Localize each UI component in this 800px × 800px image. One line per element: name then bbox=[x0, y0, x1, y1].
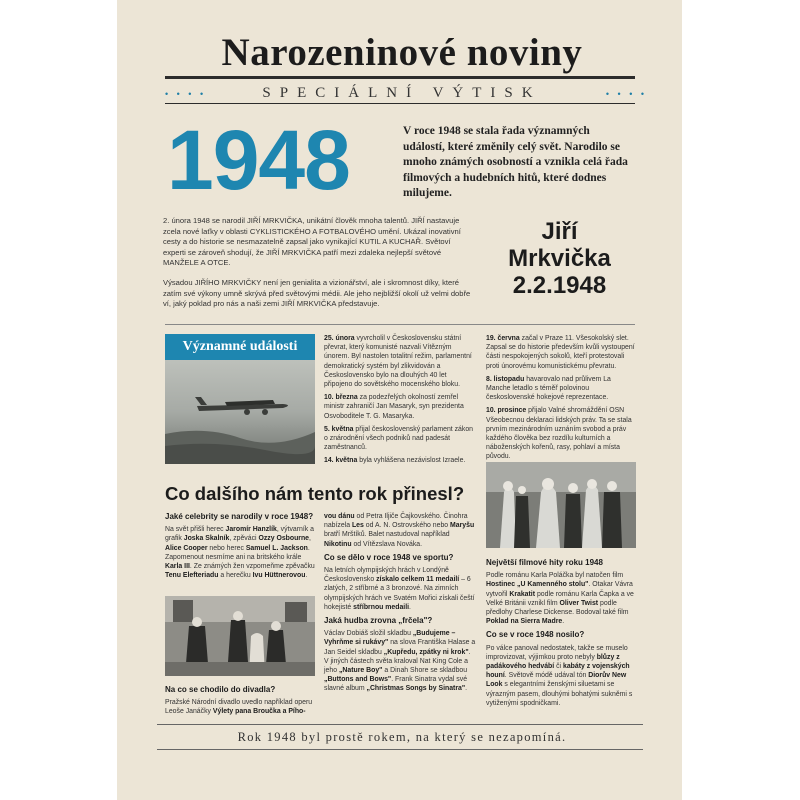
event-date: 5. května bbox=[324, 425, 354, 433]
ornament-dots-right: • • • • bbox=[605, 89, 647, 99]
event-text: vyvrcholil v Československu státní převrat, který komunisté nazvali Vítězným únorem. Byl nastolen totalitní režim, parlamentní demokratický systém byl zlikvidován a Československo bylo na dlouhých 40 let připojeno do sovětského mocenského bloku. bbox=[324, 335, 472, 389]
celebs-answer: Na svět přišli herec Jaromír Hanzlík, výtvarník a grafik Joska Skalník, zpěváci Ozzy Osbourne, Alice Cooper nebo herec Samuel L. Jackson. Zapomenout nesmíme ani na britského krále Karla III. Ze známých žen vzpomeňme zpěvačku Tenu Elefteriadu a herečku Ivu Hüttnerovou. bbox=[165, 526, 315, 580]
more-column-3 bbox=[486, 558, 636, 712]
footer-rule-top bbox=[157, 724, 643, 725]
events-column-2 bbox=[486, 334, 636, 466]
event-text: byla vyhlášena nezávislost Izraele. bbox=[357, 457, 466, 465]
intro-text: V roce 1948 se stala řada významných událostí, které změnily celý svět. Narodilo se mnoho známých osobností a vznikla celá řada filmových a hudebních hitů, které dodnes milujeme. bbox=[403, 125, 628, 199]
year-headline: 1948 bbox=[167, 113, 350, 207]
event-text: za podezřelých okolností zemřel ministr zahraničí Jan Masaryk, syn prezidenta Osvoboditele T. G. Masaryka. bbox=[324, 394, 464, 420]
events-column-1 bbox=[324, 334, 476, 470]
event-item bbox=[486, 334, 636, 371]
wear-question: Co se v roce 1948 nosilo? bbox=[486, 630, 585, 640]
celebs-question: Jaké celebrity se narodily v roce 1948? bbox=[165, 512, 314, 521]
music-answer: Václav Dobiáš složil skladbu „Budujeme – Vyhrňme si rukávy" na slova Františka Halase a Jan Seidel skladbu „Kupředu, zpátky ni krok". V jiných částech světa kraloval Nat King Cole a jeho „Nature Boy" a Dinah Shore se skladbou „Buttons and Bows". Frank Sinatra vydal své slavné album „Christmas Songs by Sinatra". bbox=[324, 630, 476, 693]
more-section-heading: Co dalšího nám tento rok přinesl? bbox=[165, 483, 465, 504]
events-section-title: Významné události bbox=[165, 334, 315, 360]
celebrant-article bbox=[163, 216, 475, 319]
event-text: přijal československý parlament zákon o znárodnění všech podniků nad padesát zaměstnanců. bbox=[324, 425, 473, 452]
more-column-1-bottom bbox=[165, 685, 317, 721]
more-column-1 bbox=[165, 512, 317, 584]
event-item bbox=[324, 393, 476, 421]
music-question: Jaká hudba zrovna „frčela"? bbox=[324, 616, 433, 626]
wear-answer: Po válce panoval nedostatek, takže se muselo improvizovat, výjimkou proto nebyly blůzy z padákového hedvábí či kabáty z vojenských houní. Světově módě udával tón Diorův New Look s elegantními ženskými siluetami se výrazným pasem, dlouhými bohatými sukněmi s vytiženými spodničkami. bbox=[486, 644, 633, 707]
theatre-photo bbox=[165, 596, 315, 676]
sport-answer: Na letních olympijských hrách v Londýně Československo získalo celkem 11 medailí – 6 zlatých, 2 stříbrné a 3 bronzové. Na zimních olympijských hrách ve Svatém Mořici získali čeští hokejisté stříbrnou medaili. bbox=[324, 567, 475, 611]
theatre-question: Na co se chodilo do divadla? bbox=[165, 685, 276, 694]
theatre-answer: Pražské Národní divadlo uvedlo například operu Leoše Janáčky Výlety pana Broučka a Pího- bbox=[165, 699, 313, 716]
sport-question: Co se dělo v roce 1948 ve sportu? bbox=[324, 552, 454, 562]
event-item bbox=[324, 425, 476, 453]
event-text: začal v Praze 11. Všesokolský slet. Zapsal se do historie především kvůli vystoupení části nespokojených sokolů, kteří protestovali proti únorovému komunistickému převratu. bbox=[486, 335, 635, 370]
films-question: Největší filmové hity roku 1948 bbox=[486, 558, 603, 567]
subtitle-rule bbox=[165, 103, 635, 104]
event-date: 14. května bbox=[324, 457, 358, 465]
masthead-title: Narozeninové noviny bbox=[221, 31, 583, 74]
event-item bbox=[324, 456, 476, 465]
event-date: 8. listopadu bbox=[486, 375, 525, 383]
footer-tagline: Rok 1948 byl prostě rokem, na který se nezapomíná. bbox=[237, 730, 567, 744]
event-date: 10. prosince bbox=[486, 407, 527, 415]
celebrant-birthdate: 2.2.1948 bbox=[512, 272, 607, 299]
footer-rule-bottom bbox=[157, 749, 643, 750]
event-date: 10. března bbox=[324, 394, 358, 402]
theatre-answer-continued: vou dánu od Petra Iljiče Čajkovského. Činohra nabízela Les od A. N. Ostrovského nebo Maryšu bratří Mrštíků. Balet nastudoval například Nikotinu od Vítězslava Nováka. bbox=[324, 513, 475, 548]
more-column-2 bbox=[324, 512, 476, 698]
event-item bbox=[486, 406, 636, 461]
celebrant-paragraph-1: 2. února 1948 se narodil JIŘÍ MRKVIČKA, unikátní člověk mnoha talentů. JIŘÍ nastavuje zcela nové laťky v oblasti CYKLISTICKÉHO A FOTBALOVÉHO umění. Ukázal inovativní cesty a do historie se nesmazatelně zapsal jako vynikající KUTIL A KUCHAŘ. Světoví experti se zároveň shodují, že JIŘÍ MRKVIČKA patří mezi zdaleka nejlepší světové MANŽELE A OTCE. bbox=[163, 216, 461, 268]
films-answer: Podle románu Karla Poláčka byl natočen film Hostinec „U Kamenného stolu". Otakar Vávra vytvořil Krakatit podle románu Karla Čapka a ve Velké Británii vznikl film Oliver Twist podle předlohy Charlese Dickense. Bodoval také film Poklad na Sierra Madre. bbox=[486, 572, 634, 626]
film-stars-photo bbox=[486, 462, 636, 548]
celebrant-name-block bbox=[477, 218, 642, 299]
newspaper-page bbox=[117, 0, 682, 800]
masthead-rule bbox=[165, 76, 635, 79]
section-divider bbox=[165, 324, 635, 325]
event-date: 25. února bbox=[324, 335, 355, 342]
celebrant-paragraph-2: Výsadou JIŘÍHO MRKVIČKY není jen genialita a vizionářství, ale i skromnost díky, které zatím své výkony umně skrývá před světovými médii. Ale jeho nejbližší okolí už velmi dobře ví, jaký poklad pro nás a naši zemi JIŘÍ MRKVIČKA představuje. bbox=[163, 277, 471, 309]
celebrant-first-name: Jiří bbox=[541, 218, 578, 245]
special-edition-label: SPECIÁLNÍ VÝTISK bbox=[262, 85, 542, 101]
ornament-dots-left: • • • • bbox=[165, 89, 207, 99]
celebrant-last-name: Mrkvička bbox=[508, 245, 611, 272]
event-text: přijalo Valné shromáždění OSN Všeobecnou deklaraci lidských práv. Ta se stala prvním mezinárodním uznáním svobod a práv každého člověka bez rozdílu kulturních a náboženských kořenů, rasy, pohlaví a místa původu. bbox=[486, 407, 632, 461]
theatre-illustration bbox=[165, 596, 315, 676]
event-date: 19. června bbox=[486, 335, 520, 342]
film-stars-illustration bbox=[486, 462, 636, 548]
event-item bbox=[486, 375, 636, 403]
event-text: havarovalo nad průlivem La Manche letadlo s téměř polovinou československé hokejové reprezentace. bbox=[486, 375, 611, 402]
event-item bbox=[324, 334, 476, 389]
